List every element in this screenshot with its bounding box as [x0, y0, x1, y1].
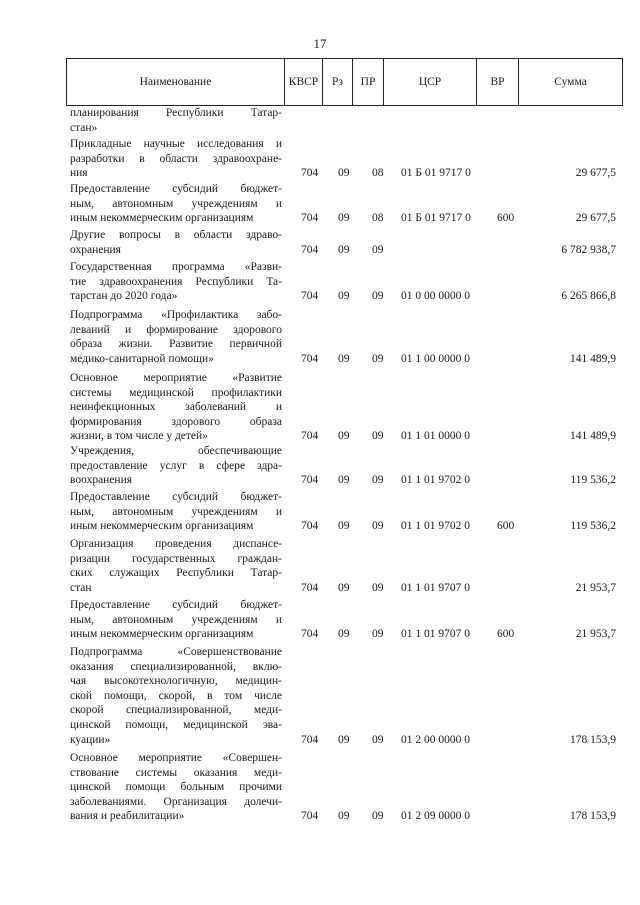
row-csr: 01 1 01 9702 0	[401, 474, 470, 487]
row-name-line: Подпрограмма «Профилактика забо-	[70, 309, 282, 321]
row-name-line: ным, автономным учреждениям и	[70, 505, 282, 518]
row-sum: 141 489,9	[570, 430, 616, 443]
row-name-line: ризации государственных граждан-	[70, 552, 282, 565]
header-name: Наименование	[67, 59, 285, 106]
row-sum: 21 953,7	[575, 628, 616, 641]
row-name-line: неинфекционных заболеваний и	[70, 401, 282, 414]
row-name-line: разработки в области здравоохране-	[70, 152, 282, 165]
row-name-line: Учреждения, обеспечивающие	[70, 445, 282, 457]
row-name	[70, 598, 282, 642]
row-sum: 141 489,9	[570, 352, 616, 365]
table-row	[70, 137, 630, 181]
row-pr: 09	[372, 810, 384, 823]
row-rz: 09	[338, 212, 350, 225]
row-csr: 01 Б 01 9717 0	[401, 212, 471, 225]
row-kvsr: 704	[301, 243, 319, 256]
row-kvsr: 704	[301, 628, 319, 641]
header-rz: Рз	[323, 59, 353, 106]
row-csr: 01 1 01 9707 0	[401, 581, 470, 594]
row-name	[70, 444, 282, 488]
header-vr: ВР	[477, 59, 519, 106]
row-name-line: формирования здорового образа	[70, 415, 282, 428]
row-name	[70, 260, 282, 304]
row-csr: 01 1 00 0000 0	[401, 352, 470, 365]
table-row	[70, 444, 630, 488]
header-sum: Сумма	[519, 59, 623, 106]
row-name-line: Основное мероприятие «Совершен-	[70, 752, 282, 764]
row-name-line: Другие вопросы в области здраво-	[70, 229, 282, 241]
row-csr: 01 Б 01 9717 0	[401, 167, 471, 180]
row-rz: 09	[338, 352, 350, 365]
row-name-line: скорой специализированной, меди-	[70, 704, 282, 717]
table-row	[70, 645, 630, 747]
row-rz: 09	[338, 581, 350, 594]
row-name-line: ния	[70, 167, 88, 180]
row-rz: 09	[338, 474, 350, 487]
row-rz: 09	[338, 290, 350, 303]
row-name-line: Предоставление субсидий бюджет-	[70, 491, 282, 503]
row-name-line: стан»	[70, 121, 98, 134]
row-csr: 01 2 09 0000 0	[401, 810, 470, 823]
row-sum: 178 153,9	[570, 810, 616, 823]
table-row	[70, 751, 630, 824]
row-name-line: стан	[70, 581, 92, 594]
row-name-line: цинской помощи больным прочими	[70, 781, 282, 794]
table-row	[70, 106, 630, 135]
row-name	[70, 106, 282, 135]
row-csr: 01 0 00 0000 0	[401, 290, 470, 303]
row-name-line: жизни, в том числе у детей»	[70, 430, 208, 443]
row-csr: 01 1 01 9707 0	[401, 628, 470, 641]
row-vr: 600	[497, 212, 515, 225]
row-rz: 09	[338, 733, 350, 746]
row-name-line: куации»	[70, 733, 111, 746]
row-vr: 600	[497, 628, 515, 641]
page-number: 17	[313, 36, 327, 51]
row-name-line: вания и реабилитации»	[70, 810, 185, 823]
row-name-line: иным некоммерческим организациям	[70, 628, 254, 641]
row-csr: 01 1 01 0000 0	[401, 430, 470, 443]
row-kvsr: 704	[301, 352, 319, 365]
row-kvsr: 704	[301, 167, 319, 180]
row-kvsr: 704	[301, 581, 319, 594]
row-sum: 29 677,5	[575, 212, 616, 225]
row-rz: 09	[338, 167, 350, 180]
row-sum: 29 677,5	[575, 167, 616, 180]
table-row	[70, 598, 630, 642]
row-pr: 09	[372, 520, 384, 533]
row-kvsr: 704	[301, 474, 319, 487]
table-row	[70, 260, 630, 304]
row-name	[70, 228, 282, 257]
row-name	[70, 308, 282, 366]
row-sum: 178 153,9	[570, 733, 616, 746]
row-name-line: ным, автономным учреждениям и	[70, 613, 282, 626]
row-pr: 09	[372, 352, 384, 365]
table-row	[70, 490, 630, 534]
table-header	[66, 58, 623, 106]
row-sum: 119 536,2	[570, 474, 616, 487]
row-name-line: охранения	[70, 243, 121, 256]
row-name-line: чая высокотехнологичную, медицин-	[70, 675, 282, 688]
row-csr: 01 1 01 9702 0	[401, 520, 470, 533]
row-rz: 09	[338, 520, 350, 533]
row-pr: 09	[372, 430, 384, 443]
row-name-line: воохранения	[70, 474, 133, 487]
row-rz: 09	[338, 243, 350, 256]
table-row	[70, 537, 630, 595]
row-pr: 08	[372, 167, 384, 180]
row-sum: 21 953,7	[575, 581, 616, 594]
row-pr: 09	[372, 290, 384, 303]
row-name-line: Предоставление субсидий бюджет-	[70, 183, 282, 195]
row-name	[70, 645, 282, 747]
row-sum: 6 265 866,8	[561, 290, 616, 303]
row-rz: 09	[338, 628, 350, 641]
row-name-line: иным некоммерческим организациям	[70, 520, 254, 533]
row-kvsr: 704	[301, 430, 319, 443]
row-name	[70, 490, 282, 534]
row-name-line: тие здравоохранения Республики Та-	[70, 275, 282, 288]
row-name-line: тарстан до 2020 года»	[70, 290, 178, 303]
row-name-line: заболеваниями. Организация долечи-	[70, 795, 282, 808]
header-kvsr: КВСР	[285, 59, 323, 106]
table-row	[70, 371, 630, 444]
row-name-line: ствование системы оказания меди-	[70, 766, 282, 779]
row-name	[70, 751, 282, 824]
table-row	[70, 182, 630, 226]
row-pr: 09	[372, 474, 384, 487]
row-kvsr: 704	[301, 212, 319, 225]
row-rz: 09	[338, 430, 350, 443]
row-name-line: предоставление услуг в сфере здра-	[70, 459, 282, 472]
row-pr: 09	[372, 628, 384, 641]
row-name-line: иным некоммерческим организациям	[70, 212, 254, 225]
row-kvsr: 704	[301, 290, 319, 303]
row-name-line: ным, автономным учреждениям и	[70, 197, 282, 210]
row-name-line: цинской помощи, медицинской эва-	[70, 718, 282, 731]
row-name-line: Предоставление субсидий бюджет-	[70, 599, 282, 611]
row-name-line: Основное мероприятие «Развитие	[70, 372, 282, 384]
row-pr: 09	[372, 581, 384, 594]
row-name	[70, 137, 282, 181]
row-name-line: леваний и формирование здорового	[70, 323, 282, 336]
row-pr: 09	[372, 243, 384, 256]
row-name-line: Государственная программа «Разви-	[70, 261, 282, 273]
row-rz: 09	[338, 810, 350, 823]
header-pr: ПР	[353, 59, 384, 106]
row-name-line: Организация проведения диспансе-	[70, 538, 282, 550]
row-name	[70, 371, 282, 444]
row-kvsr: 704	[301, 733, 319, 746]
row-name-line: системы медицинской профилактики	[70, 386, 282, 399]
row-name-line: планирования Республики Татар-	[70, 107, 282, 119]
row-pr: 09	[372, 733, 384, 746]
row-sum: 6 782 938,7	[561, 243, 616, 256]
row-name	[70, 537, 282, 595]
row-name	[70, 182, 282, 226]
row-vr: 600	[497, 520, 515, 533]
row-name-line: ской помощи, скорой, в том числе	[70, 689, 282, 702]
row-name-line: образа жизни. Развитие первичной	[70, 338, 282, 351]
row-name-line: ских служащих Республики Татар-	[70, 567, 282, 580]
table-row	[70, 308, 630, 366]
row-name-line: медико-санитарной помощи»	[70, 352, 214, 365]
row-sum: 119 536,2	[570, 520, 616, 533]
row-kvsr: 704	[301, 810, 319, 823]
row-name-line: оказания специализированной, вклю-	[70, 660, 282, 673]
row-pr: 08	[372, 212, 384, 225]
row-csr: 01 2 00 0000 0	[401, 733, 470, 746]
row-kvsr: 704	[301, 520, 319, 533]
table-row	[70, 228, 630, 257]
row-name-line: Прикладные научные исследования и	[70, 138, 282, 150]
header-csr: ЦСР	[384, 59, 477, 106]
row-name-line: Подпрограмма «Совершенствование	[70, 646, 282, 658]
